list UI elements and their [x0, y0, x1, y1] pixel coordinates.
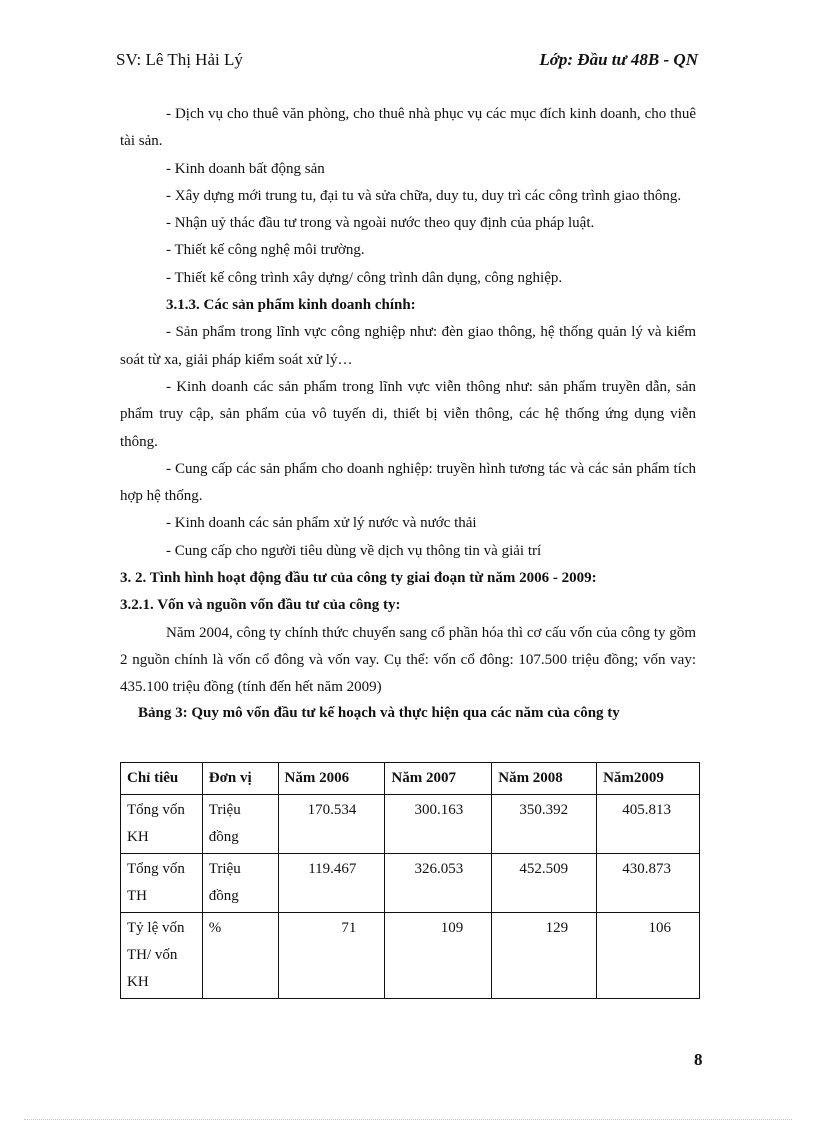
table-cell: 109 [385, 913, 492, 999]
table-cell: 170.534 [278, 795, 385, 854]
table-caption: Bảng 3: Quy mô vốn đầu tư kế hoạch và thực hiện qua các năm của công ty [138, 704, 620, 721]
header-cell: Đơn vị [202, 763, 278, 795]
header-cell: Năm2009 [597, 763, 700, 795]
table-row [121, 854, 700, 913]
table-row [121, 795, 700, 854]
page-header [116, 50, 698, 78]
table-cell: 106 [597, 913, 700, 999]
table-cell: 405.813 [597, 795, 700, 854]
student-name: SV: Lê Thị Hải Lý [116, 50, 243, 69]
table-cell: 129 [492, 913, 597, 999]
paragraph: - Cung cấp các sản phẩm cho doanh nghiệp: truyền hình tương tác và các sản phẩm tích hợp hệ thống. [120, 460, 696, 505]
table-cell: Triệu đồng [202, 795, 278, 854]
class-name: Lớp: Đầu tư 48B - QN [539, 50, 698, 69]
table-cell: Tỷ lệ vốn TH/ vốn KH [121, 913, 203, 999]
paragraph: - Cung cấp cho người tiêu dùng về dịch vụ thông tin và giải trí [166, 542, 542, 559]
paragraph: - Thiết kế công nghệ môi trường. [166, 242, 365, 259]
table-cell: 326.053 [385, 854, 492, 913]
header-cell: Năm 2008 [492, 763, 597, 795]
data-table [120, 762, 700, 999]
section-heading: 3.1.3. Các sản phẩm kinh doanh chính: [166, 297, 416, 314]
table-cell: 452.509 [492, 854, 597, 913]
paragraph: - Sản phẩm trong lĩnh vực công nghiệp như: đèn giao thông, hệ thống quản lý và kiểm soát từ xa, giải pháp kiểm soát xử lý… [120, 324, 696, 368]
section-heading: 3. 2. Tình hình hoạt động đầu tư của công ty giai đoạn từ năm 2006 - 2009: [120, 570, 597, 587]
footer-divider [24, 1119, 792, 1120]
header-cell: Chỉ tiêu [121, 763, 203, 795]
paragraph: - Thiết kế công trình xây dựng/ công trình dân dụng, công nghiệp. [166, 269, 563, 286]
header-cell: Năm 2007 [385, 763, 492, 795]
table-cell: 71 [278, 913, 385, 999]
paragraph: - Xây dựng mới trung tu, đại tu và sửa chữa, duy tu, duy trì các công trình giao thông. [166, 187, 682, 204]
header-cell: Năm 2006 [278, 763, 385, 795]
table-cell: Tổng vốn TH [121, 854, 203, 913]
paragraph: - Dịch vụ cho thuê văn phòng, cho thuê nhà phục vụ các mục đích kinh doanh, cho thuê tài sản. [120, 106, 696, 150]
table-cell: Tổng vốn KH [121, 795, 203, 854]
table-cell: Triệu đồng [202, 854, 278, 913]
paragraph: - Kinh doanh bất động sản [166, 160, 325, 177]
table-header-row [121, 763, 700, 795]
paragraph: - Kinh doanh các sản phẩm trong lĩnh vực viễn thông như: sản phẩm truyền dẫn, sản phẩm truy cập, sản phẩm của vô tuyến di, thiết bị viễn thông, các hệ thống ứng dụng viễn thông. [120, 378, 696, 450]
table-cell: 119.467 [278, 854, 385, 913]
table-cell: 430.873 [597, 854, 700, 913]
table-cell: 300.163 [385, 795, 492, 854]
paragraph: - Nhận uỷ thác đầu tư trong và ngoài nước theo quy định của pháp luật. [166, 215, 595, 232]
page-number: 8 [694, 1050, 703, 1069]
body-text [120, 101, 696, 724]
table-row [121, 913, 700, 999]
subsection-heading: 3.2.1. Vốn và nguồn vốn đầu tư của công ty: [120, 597, 401, 614]
paragraph: Năm 2004, công ty chính thức chuyển sang cổ phần hóa thì cơ cấu vốn của công ty gồm 2 nguồn chính là vốn cổ đông và vốn vay. Cụ thể: vốn cổ đông: 107.500 triệu đồng; vốn vay: 435.100 triệu đồng (tính đến hết năm 2009) [120, 624, 696, 696]
table-cell: 350.392 [492, 795, 597, 854]
paragraph: - Kinh doanh các sản phẩm xử lý nước và nước thải [166, 515, 477, 532]
table-cell: % [202, 913, 278, 999]
